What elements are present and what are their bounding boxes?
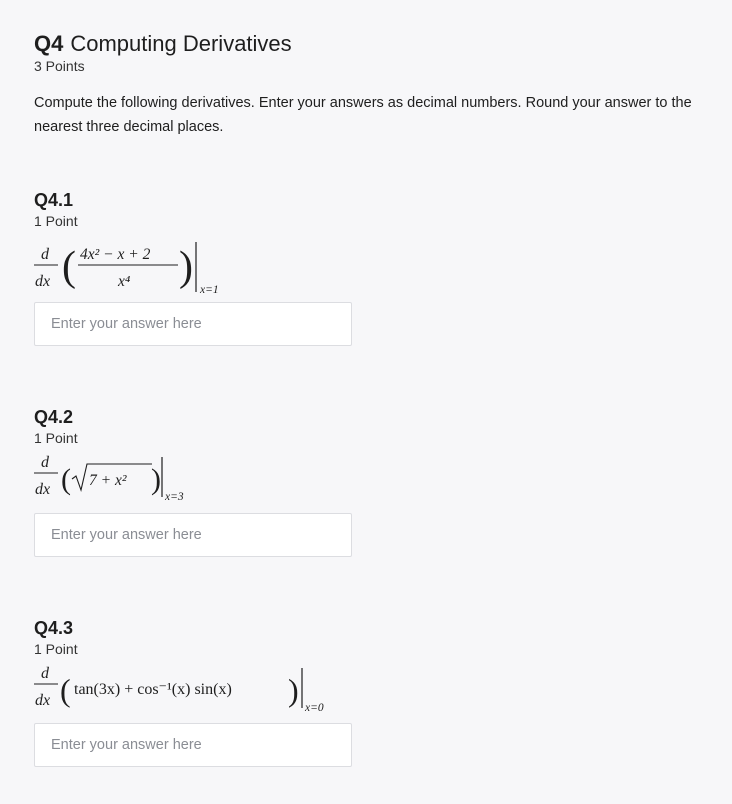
question-points: 3 Points (34, 58, 85, 74)
subquestion-number: Q4.3 (34, 618, 74, 638)
subquestion-q4-3 (34, 617, 714, 720)
math-expression-body: tan(3x) + cos⁻¹(x) sin(x) (74, 681, 232, 698)
math-eval-at: x=0 (305, 702, 324, 714)
question-instructions: Compute the following derivatives. Enter your answers as decimal numbers. Round your answer to the nearest three decimal places. (34, 95, 692, 135)
answer-input-q4-2[interactable] (34, 513, 352, 557)
subquestion-points: 1 Point (34, 641, 78, 657)
subquestion-number: Q4.2 (34, 407, 74, 427)
question-title-text: Computing Derivatives (70, 31, 292, 56)
right-paren: ) (288, 672, 299, 708)
math-dx: dx (35, 273, 51, 290)
math-expression (34, 236, 714, 296)
right-paren: ) (179, 244, 193, 290)
answer-input-q4-1[interactable] (34, 302, 352, 346)
question-number: Q4 (34, 31, 64, 56)
math-expression (34, 453, 714, 509)
math-expression (34, 664, 714, 720)
math-dx: dx (35, 481, 51, 498)
math-eval-at: x=1 (200, 284, 219, 296)
subquestion-q4-2 (34, 406, 714, 509)
math-dx: dx (35, 692, 51, 709)
right-paren: ) (151, 463, 161, 496)
subquestion-points: 1 Point (34, 213, 78, 229)
math-radicand: 7 + x² (89, 472, 127, 489)
math-numerator: 4x² − x + 2 (80, 246, 151, 263)
math-d: d (41, 246, 49, 263)
subquestion-points: 1 Point (34, 430, 78, 446)
left-paren: ( (61, 463, 71, 496)
math-d: d (41, 665, 49, 682)
subquestion-q4-1 (34, 189, 714, 296)
math-eval-at: x=3 (165, 491, 184, 503)
math-d: d (41, 454, 49, 471)
left-paren: ( (62, 244, 76, 290)
subquestion-number: Q4.1 (34, 190, 74, 210)
math-denominator: x⁴ (118, 273, 131, 290)
left-paren: ( (60, 672, 71, 708)
question-title (34, 30, 292, 58)
answer-input-q4-3[interactable] (34, 723, 352, 767)
